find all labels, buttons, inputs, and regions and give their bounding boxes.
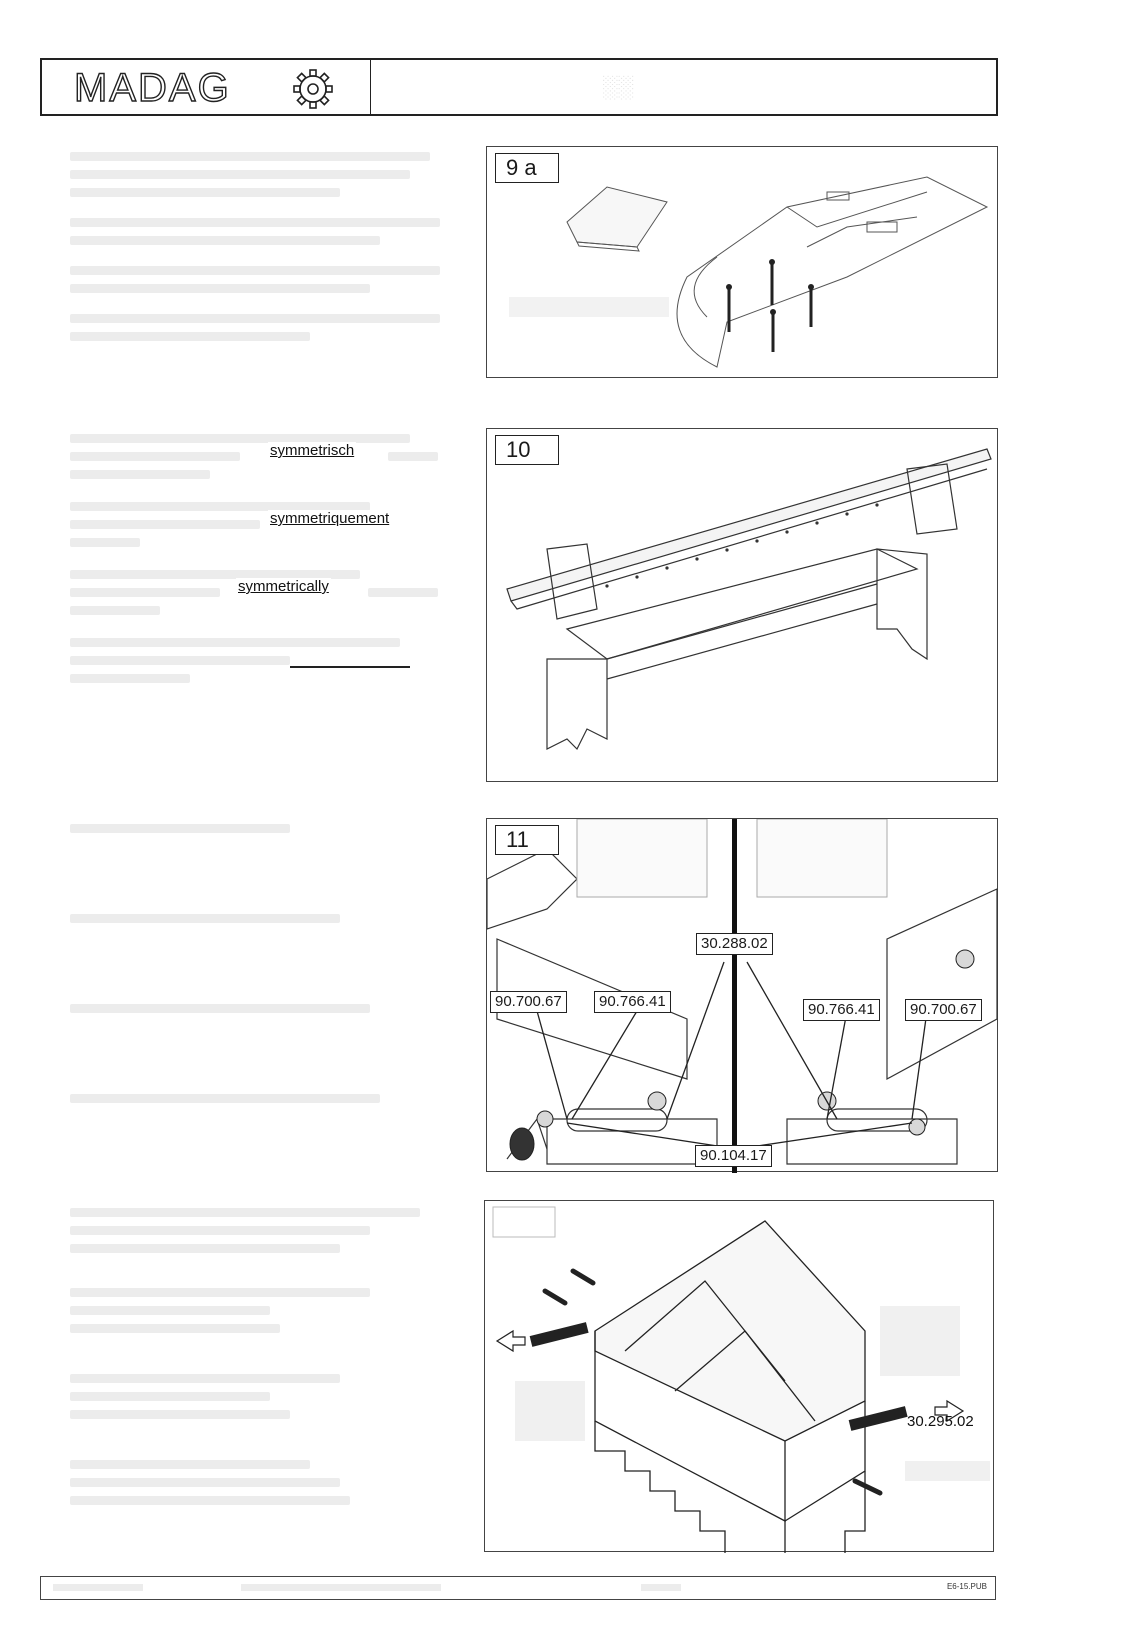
part-label-30-288-02: 30.288.02 (696, 933, 773, 955)
page-footer (40, 1576, 996, 1600)
figure-10-drawing (487, 429, 999, 783)
figure-12 (484, 1200, 994, 1552)
figure-label: 9 a (495, 153, 559, 183)
part-label-90-104-17: 90.104.17 (695, 1145, 772, 1167)
figure-11 (486, 818, 998, 1172)
text-block-step-11 (40, 820, 450, 1100)
keyword-de: symmetrisch (270, 442, 355, 459)
keyword-en: symmetrically (238, 578, 329, 595)
text-block-step-10 (40, 430, 450, 700)
part-label-30-295-02: 30.295.02 (907, 1413, 974, 1430)
footer-doc-code: E6-15.PUB (946, 1582, 987, 1591)
text-block-step-12 (40, 1204, 450, 1534)
text-block-step-9a (40, 148, 450, 348)
part-label-right-90-766-41: 90.766.41 (803, 999, 880, 1021)
keyword-fr: symmetriquement (270, 510, 390, 527)
part-label-left-90-766-41: 90.766.41 (594, 991, 671, 1013)
arrow-icon (497, 1331, 525, 1351)
figure-10 (486, 428, 998, 782)
figure-label: 11 (495, 825, 559, 855)
part-label-right-90-700-67: 90.700.67 (905, 999, 982, 1021)
part-label-left-90-700-67: 90.700.67 (490, 991, 567, 1013)
figure-label: 10 (495, 435, 559, 465)
gear-icon (290, 66, 336, 112)
header-faint-title: ░░ (602, 74, 634, 99)
header-brand-cell (42, 60, 371, 114)
figure-9a-drawing (487, 147, 999, 379)
figure-12-drawing (485, 1201, 995, 1553)
page-header (40, 58, 998, 116)
figure-9a (486, 146, 998, 378)
brand-logo-text: MADAG (74, 66, 231, 110)
